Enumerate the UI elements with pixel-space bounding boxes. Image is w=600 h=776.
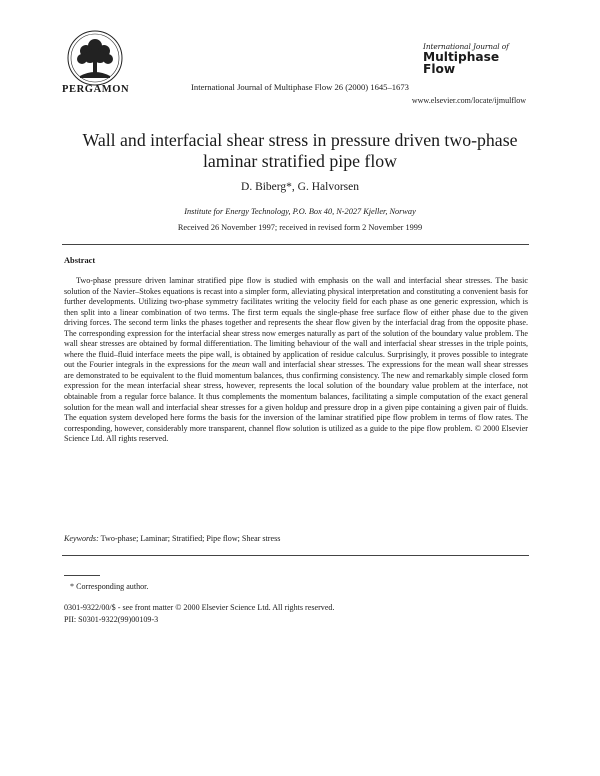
corresponding-author-footnote: * Corresponding author. [70,582,149,591]
pergamon-tree-logo [66,30,124,88]
abstract-top-rule [62,244,529,245]
article-title: Wall and interfacial shear stress in pressure driven two-phase laminar stratified pipe flow [82,130,518,171]
pii-line: PII: S0301-9322(99)00109-3 [64,615,159,624]
journal-url[interactable]: www.elsevier.com/locate/ijmulflow [411,96,526,105]
author-affiliation: Institute for Energy Technology, P.O. Box 40, N-2027 Kjeller, Norway [184,207,416,216]
journal-citation: International Journal of Multiphase Flow 26 (2000) 1645–1673 [191,82,409,92]
received-dates: Received 26 November 1997; received in revised form 2 November 1999 [177,223,423,232]
journal-logo-line1: Multiphase [423,50,500,64]
article-authors: D. Biberg*, G. Halvorsen [241,181,359,193]
footnote-rule [64,575,100,576]
journal-logo [423,42,523,75]
journal-logo-line2: Flow [423,62,456,76]
abstract-body [64,276,528,445]
abstract-heading: Abstract [64,256,96,265]
keywords-value: Two-phase; Laminar; Stratified; Pipe flow; Shear stress [100,534,281,543]
keywords-label: Keywords: [64,534,99,543]
abstract-bottom-rule [62,555,529,556]
keywords-line [64,534,280,543]
abstract-emphasis-mean: mean [232,360,250,370]
issn-line: 0301-9322/00/$ - see front matter © 2000 Elsevier Science Ltd. All rights reserved. [64,603,335,612]
journal-logo-small-text: International Journal of [423,42,509,51]
publisher-name: PERGAMON [62,84,130,95]
abstract-text-part1: Two-phase pressure driven laminar stratified pipe flow is studied with emphasis on the wall and interfacial shear stresses. The basic solution of the Navier–Stokes equations is recast into a simpler form, alleviating physical interpretation and constituting a convenient basis for further developments. Utilizing two-phase symmetry facilitates writing the velocity field for each phase as one generic expression, which is then split into a linear combination of two terms. The first term equals the single-phase free surface flow of either phase due to the given driving forces. The second term links the phases together and represents the shear flow given by the interfacial drag from the opposite phase. The corresponding expression for the interfacial shear stress now emerges naturally as part of the solution of the boundary value problem. The wall shear stresses are obtained by formal differentiation. The limiting behaviour of the wall and interfacial shear stresses in the triple points, where the fluid–fluid interface meets the pipe wall, is obtained by application of residue calculus. Surprisingly, it proves possible to integrate out the Fourier integrals in the expressions for the [64,276,528,370]
abstract-text-part2: wall and interfacial shear stresses. The expressions for the mean wall shear stresses are demonstrated to be equivalent to the fluid momentum balances, thus confirming consistency. The new and remarkably simple closed form expression for the mean interfacial shear stress, however, represents the local solution of the boundary value problem at the interface, not obtainable from a regular force balance. It thus complements the momentum balances, facilitating a simple computation of the exact general solution for the mean wall and interfacial shear stresses for a given holdup and pressure drop in a given pipe containing a given pair of fluids. The equation system developed here forms the basis for the inversion of the laminar stratified pipe flow problem in terms of flow rates. The corresponding, however, considerably more transparent, channel flow solution is utilized as a guide to the pipe flow problem. © 2000 Elsevier Science Ltd. All rights reserved. [64,360,528,444]
